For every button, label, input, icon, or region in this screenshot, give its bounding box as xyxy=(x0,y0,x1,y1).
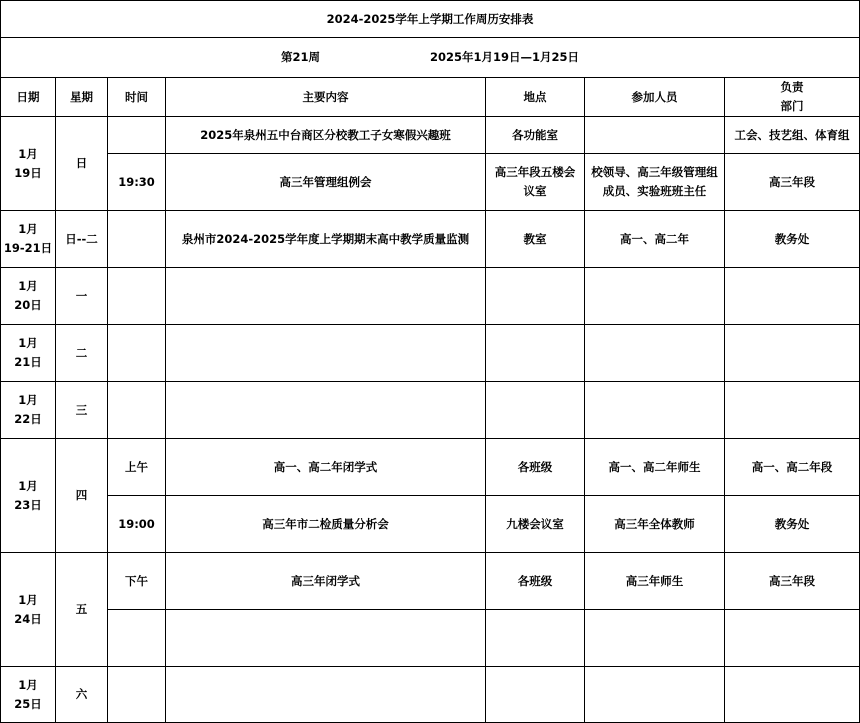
table-row xyxy=(1,553,860,610)
department-cell xyxy=(725,610,860,667)
content-cell xyxy=(166,382,486,439)
weekday-cell: 四 xyxy=(56,439,108,553)
weekday-cell: 六 xyxy=(56,667,108,723)
date-cell: 1月 24日 xyxy=(1,553,56,667)
department-cell: 教务处 xyxy=(725,211,860,268)
table-row xyxy=(1,439,860,496)
location-cell xyxy=(486,610,585,667)
department-cell xyxy=(725,325,860,382)
content-cell: 泉州市2024-2025学年度上学期期末高中教学质量监测 xyxy=(166,211,486,268)
table-row xyxy=(1,211,860,268)
content-cell: 高三年闭学式 xyxy=(166,553,486,610)
weekday-cell: 日--二 xyxy=(56,211,108,268)
table-row xyxy=(1,496,860,553)
table-row xyxy=(1,610,860,667)
participants-cell: 高三年全体教师 xyxy=(585,496,725,553)
header-department: 负责 部门 xyxy=(725,78,860,117)
header-content: 主要内容 xyxy=(166,78,486,117)
department-cell: 高三年段 xyxy=(725,154,860,211)
content-cell: 2025年泉州五中台商区分校教工子女寒假兴趣班 xyxy=(166,117,486,154)
time-cell xyxy=(108,667,166,723)
table-row xyxy=(1,667,860,723)
table-row xyxy=(1,268,860,325)
department-cell: 教务处 xyxy=(725,496,860,553)
time-cell: 19:00 xyxy=(108,496,166,553)
time-cell xyxy=(108,610,166,667)
location-cell: 九楼会议室 xyxy=(486,496,585,553)
header-date: 日期 xyxy=(1,78,56,117)
date-cell: 1月 23日 xyxy=(1,439,56,553)
weekday-cell: 二 xyxy=(56,325,108,382)
content-cell: 高一、高二年闭学式 xyxy=(166,439,486,496)
week-number: 第21周 xyxy=(281,50,321,64)
content-cell xyxy=(166,325,486,382)
time-cell xyxy=(108,382,166,439)
participants-cell xyxy=(585,667,725,723)
page-title: 2024-2025学年上学期工作周历安排表 xyxy=(1,1,860,38)
department-cell xyxy=(725,268,860,325)
participants-cell: 高一、高二年师生 xyxy=(585,439,725,496)
department-cell xyxy=(725,667,860,723)
date-cell: 1月 21日 xyxy=(1,325,56,382)
department-cell xyxy=(725,382,860,439)
weekday-cell: 日 xyxy=(56,117,108,211)
header-row xyxy=(1,78,860,117)
participants-cell xyxy=(585,325,725,382)
time-cell xyxy=(108,325,166,382)
date-cell: 1月 19-21日 xyxy=(1,211,56,268)
weekday-cell: 五 xyxy=(56,553,108,667)
location-cell xyxy=(486,325,585,382)
time-cell: 上午 xyxy=(108,439,166,496)
location-cell xyxy=(486,268,585,325)
participants-cell: 高一、高二年 xyxy=(585,211,725,268)
week-date-range: 2025年1月19日—1月25日 xyxy=(430,50,580,64)
department-cell: 高三年段 xyxy=(725,553,860,610)
table-row xyxy=(1,154,860,211)
table-row xyxy=(1,325,860,382)
location-cell: 各班级 xyxy=(486,439,585,496)
participants-cell: 高三年师生 xyxy=(585,553,725,610)
header-weekday: 星期 xyxy=(56,78,108,117)
date-cell: 1月 20日 xyxy=(1,268,56,325)
table-row xyxy=(1,382,860,439)
participants-cell xyxy=(585,382,725,439)
content-cell xyxy=(166,268,486,325)
content-cell: 高三年管理组例会 xyxy=(166,154,486,211)
content-cell xyxy=(166,667,486,723)
participants-cell xyxy=(585,268,725,325)
date-cell: 1月 25日 xyxy=(1,667,56,723)
participants-cell xyxy=(585,610,725,667)
content-cell: 高三年市二检质量分析会 xyxy=(166,496,486,553)
participants-cell: 校领导、高三年级管理组 成员、实验班班主任 xyxy=(585,154,725,211)
header-participants: 参加人员 xyxy=(585,78,725,117)
location-cell: 各功能室 xyxy=(486,117,585,154)
header-location: 地点 xyxy=(486,78,585,117)
department-cell: 高一、高二年段 xyxy=(725,439,860,496)
participants-cell xyxy=(585,117,725,154)
weekday-cell: 一 xyxy=(56,268,108,325)
time-cell xyxy=(108,268,166,325)
location-cell xyxy=(486,667,585,723)
time-cell xyxy=(108,117,166,154)
table-row xyxy=(1,117,860,154)
date-cell: 1月 22日 xyxy=(1,382,56,439)
content-cell xyxy=(166,610,486,667)
date-cell: 1月 19日 xyxy=(1,117,56,211)
time-cell: 19:30 xyxy=(108,154,166,211)
week-info xyxy=(1,38,860,78)
location-cell: 各班级 xyxy=(486,553,585,610)
header-time: 时间 xyxy=(108,78,166,117)
time-cell: 下午 xyxy=(108,553,166,610)
time-cell xyxy=(108,211,166,268)
location-cell xyxy=(486,382,585,439)
weekday-cell: 三 xyxy=(56,382,108,439)
location-cell: 高三年段五楼会 议室 xyxy=(486,154,585,211)
department-cell: 工会、技艺组、体育组 xyxy=(725,117,860,154)
location-cell: 教室 xyxy=(486,211,585,268)
